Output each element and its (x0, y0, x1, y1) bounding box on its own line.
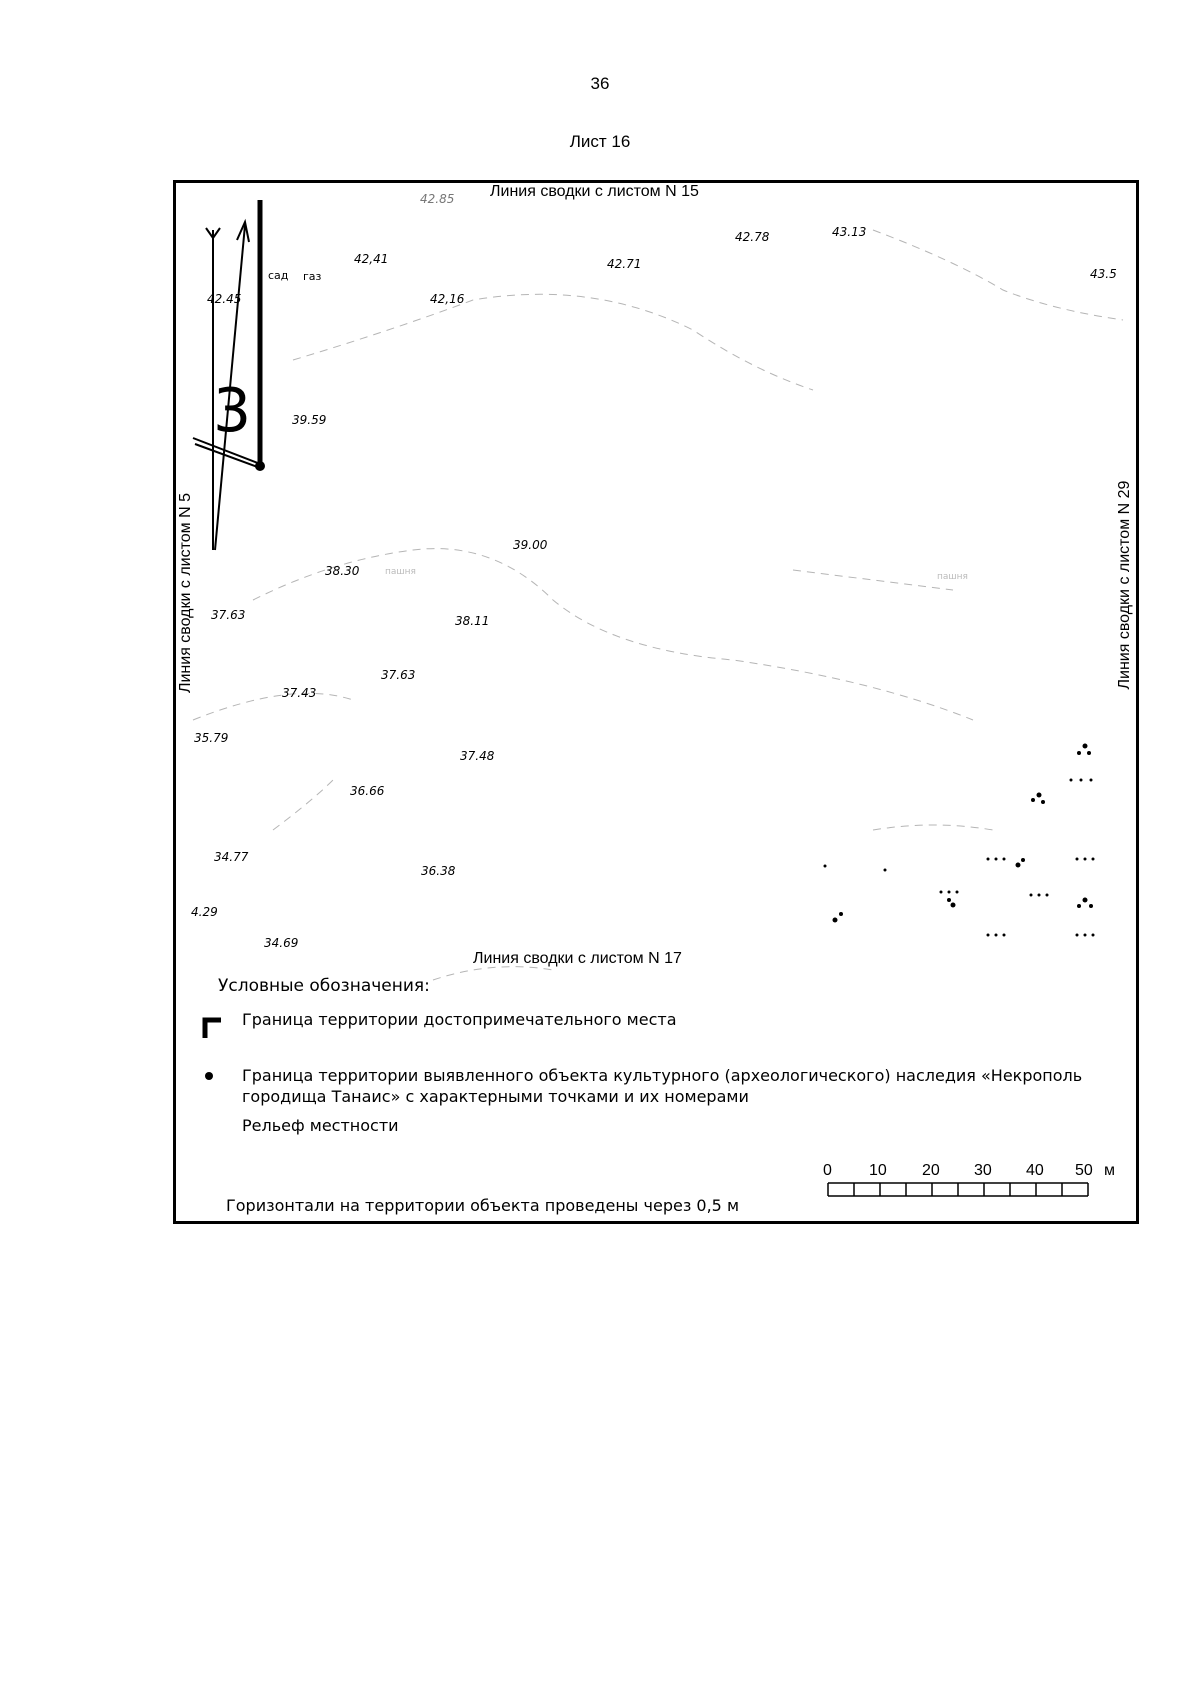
elevation-mark: 4.29 (191, 905, 218, 919)
legend-title: Условные обозначения: (218, 976, 430, 996)
elevation-mark: 34.69 (264, 936, 299, 950)
faint-map-label: пашня (385, 567, 416, 577)
elevation-mark: 38.11 (455, 614, 490, 628)
elevation-mark: 42.78 (735, 230, 770, 244)
elevation-mark: 39.00 (513, 538, 548, 552)
legend-item-boundary: Граница территории достопримечательного места (242, 1010, 677, 1029)
scale-tick-label: 20 (922, 1162, 940, 1179)
right-junction-label: Линия сводки с листом N 29 (1116, 480, 1133, 690)
top-junction-label: Линия сводки с листом N 15 (490, 183, 699, 200)
elevation-mark: 38.30 (325, 564, 360, 578)
legend-item-object-line1: Граница территории выявленного объекта культурного (археологического) наследия «Некрополь (242, 1066, 1083, 1085)
faint-map-label: газ (303, 270, 322, 283)
elevation-mark: 37.48 (460, 749, 495, 763)
elevation-mark: 37.43 (282, 686, 317, 700)
sheet-title: Лист 16 (569, 132, 631, 151)
scale-tick-label: 40 (1026, 1162, 1044, 1179)
elevation-mark: 36.66 (350, 784, 385, 798)
elevation-mark: 36.38 (421, 864, 456, 878)
scale-tick-label: 10 (869, 1162, 887, 1179)
elevation-mark: 37.63 (381, 668, 416, 682)
elevation-mark: 37.63 (211, 608, 246, 622)
legend-item-relief: Рельеф местности (242, 1116, 399, 1135)
boundary-point-number: 3 (213, 376, 252, 446)
elevation-mark: 42,41 (354, 252, 389, 266)
left-junction-label: Линия сводки с листом N 5 (177, 492, 194, 694)
contour-interval-note: Горизонтали на территории объекта проведены через 0,5 м (226, 1196, 740, 1215)
page-number: 36 (590, 74, 610, 93)
elevation-mark: 34.77 (214, 850, 249, 864)
faint-map-label: сад (268, 269, 289, 282)
faint-map-label: пашня (937, 572, 968, 582)
elevation-mark: 42.71 (607, 257, 642, 271)
scale-tick-label: 50 (1075, 1162, 1093, 1179)
bottom-junction-label: Линия сводки с листом N 17 (473, 950, 682, 967)
scale-tick-label: 0 (823, 1162, 832, 1179)
legend-item-object-line2: городища Танаис» с характерными точками и их номерами (242, 1087, 749, 1106)
elevation-mark: 43.5 (1090, 267, 1117, 281)
elevation-mark: 42.45 (207, 292, 242, 306)
scale-unit: м (1104, 1162, 1115, 1179)
elevation-mark: 42.85 (420, 192, 455, 206)
elevation-mark: 42,16 (430, 292, 465, 306)
scale-tick-label: 30 (974, 1162, 992, 1179)
elevation-mark: 43.13 (832, 225, 867, 239)
elevation-mark: 35.79 (194, 731, 229, 745)
elevation-mark: 39.59 (292, 413, 327, 427)
